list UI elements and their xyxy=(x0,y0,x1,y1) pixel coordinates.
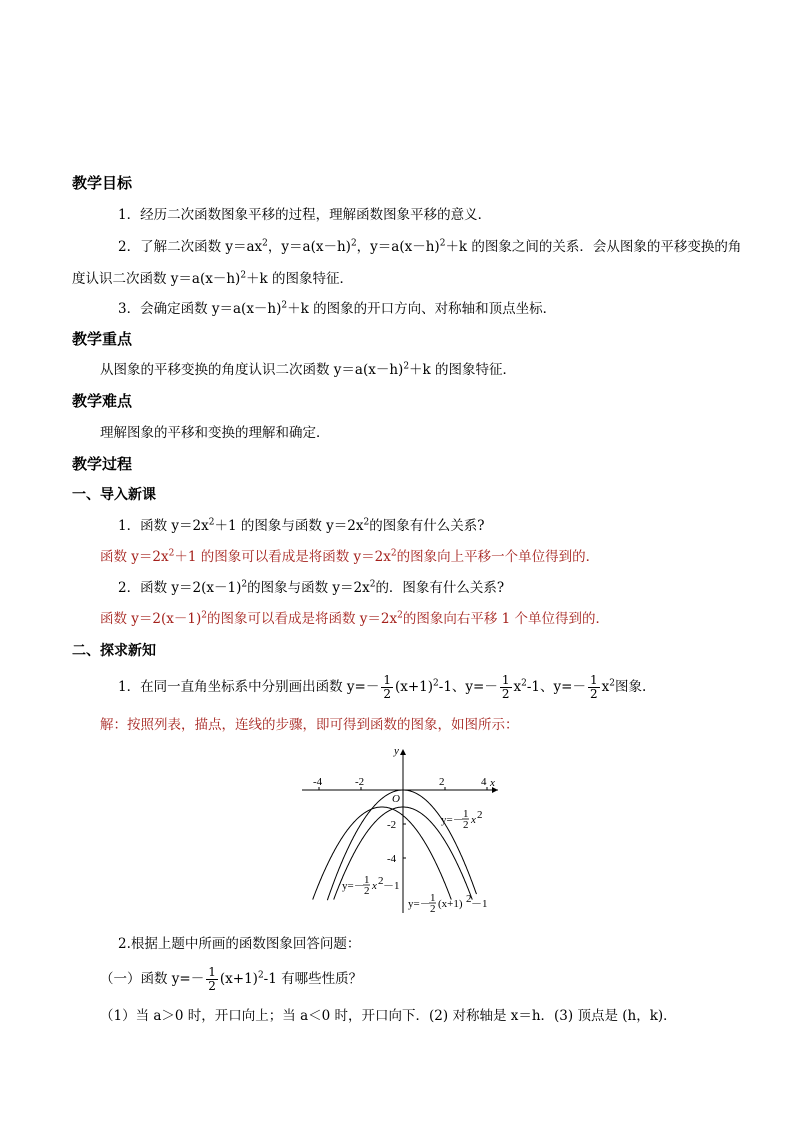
fraction: $\frac{1}{2}$ xyxy=(208,965,216,993)
y-axis-arrow xyxy=(400,749,406,755)
intro-question-2: 2．函数 $y=2(x-1)^2$的图象与函数 $y=2x^2$的．图象有什么关系? xyxy=(118,579,505,596)
explore-task-1: 1．在同一直角坐标系中分别画出函数 y=－ $\frac{1}{2}$ $(x+1)^2-1$、y=－ $\frac{1}{2}$ $x^2-1$、y=－ $\frac{1}{2}$ $x^2$图象. xyxy=(118,673,647,701)
intro-answer-2: 函数 $y=2(x-1)^2$的图象可以看成是将函数 $y=2x^2$的图象向右平移 1 个单位得到的． xyxy=(100,610,610,627)
svg-text:2: 2 xyxy=(463,819,469,831)
y-axis-label: y xyxy=(394,745,399,757)
fraction: $\frac{1}{2}$ xyxy=(383,673,391,701)
intro-question-1: 1．函数 $y=2x^2+1$ 的图象与函数 $y=2x^2$的图象有什么关系? xyxy=(118,517,485,534)
fraction: $\frac{1}{2}$ xyxy=(501,673,510,701)
process-heading: 教学过程 xyxy=(72,455,133,473)
goals-heading: 教学目标 xyxy=(72,174,133,192)
svg-text:x: x xyxy=(471,814,476,826)
svg-text:2: 2 xyxy=(364,885,370,897)
curve-label-2 xyxy=(342,874,400,897)
key-heading: 教学重点 xyxy=(72,330,133,348)
svg-text:2: 2 xyxy=(430,903,436,915)
x-tick-label: 4 xyxy=(481,776,487,788)
x-tick-label: -2 xyxy=(355,776,365,788)
svg-text:1: 1 xyxy=(463,808,469,820)
goal-1: 1．经历二次函数图象平移的过程，理解函数图象平移的意义． xyxy=(118,207,492,223)
goal-3: 3．会确定函数 $y=a(x-h)^2+k$ 的图象的开口方向、对称轴和顶点坐标． xyxy=(118,300,557,317)
svg-text:2: 2 xyxy=(477,809,483,821)
explore-heading: 二、探求新知 xyxy=(72,643,156,659)
intro-heading: 一、导入新课 xyxy=(72,487,156,503)
property-answer: （1）当 a＞0 时，开口向上；当 a＜0 时，开口向下．(2) 对称轴是 x＝h．(3) 顶点是 (h，k)． xyxy=(100,1008,677,1024)
intro-answer-1: 函数 $y=2x^2+1$ 的图象可以看成是将函数 $y=2x^2$的图象向上平移一个单位得到的． xyxy=(100,548,600,565)
key-point: 从图象的平移变换的角度认识二次函数 $y=a(x-h)^2+k$ 的图象特征． xyxy=(100,361,517,378)
fraction: $\frac{1}{2}$ xyxy=(589,673,598,701)
y-tick-label: -2 xyxy=(387,819,397,831)
svg-text:y=－: y=－ xyxy=(408,898,431,910)
svg-text:y=－: y=－ xyxy=(342,880,365,892)
svg-text:1: 1 xyxy=(364,874,370,886)
solution-text: 解：按照列表，描点，连线的步骤，即可得到函数的图象，如图所示： xyxy=(100,717,519,733)
svg-text:1: 1 xyxy=(430,892,436,904)
svg-text:－1: －1 xyxy=(471,898,488,910)
explore-task-2: 2.根据上题中所画的函数图象回答问题： xyxy=(118,936,361,952)
property-question: （一）函数 y=－ $\frac{1}{2}$ $(x+1)^2-1$ 有哪些性质？ xyxy=(100,965,363,993)
difficulty-text: 理解图象的平移和变换的理解和确定． xyxy=(100,425,330,441)
x-tick-label: -4 xyxy=(313,776,323,788)
y-tick-label: -4 xyxy=(387,853,397,865)
x-axis-label: x xyxy=(490,777,495,789)
goal-2: 2．了解二次函数 $y=ax^2$，$y=a(x-h)^2$，$y=a(x-h)^2+k$ 的图象之间的关系．会从图象的平移变换的角 xyxy=(118,238,742,255)
svg-text:x: x xyxy=(372,880,377,892)
svg-text:y=－: y=－ xyxy=(441,814,464,826)
svg-text:2: 2 xyxy=(466,893,472,905)
origin-label: O xyxy=(392,793,400,805)
svg-text:－1: －1 xyxy=(383,880,400,892)
svg-text:2: 2 xyxy=(378,875,384,887)
x-tick-label: 2 xyxy=(439,776,445,788)
svg-text:(x+1): (x+1) xyxy=(438,898,463,910)
curve-label-3 xyxy=(408,892,488,915)
difficulty-heading: 教学难点 xyxy=(72,392,133,410)
goal-2-cont: 度认识二次函数 $y=a(x-h)^2+k$ 的图象特征． xyxy=(72,270,354,287)
parabola-graph xyxy=(298,745,508,915)
